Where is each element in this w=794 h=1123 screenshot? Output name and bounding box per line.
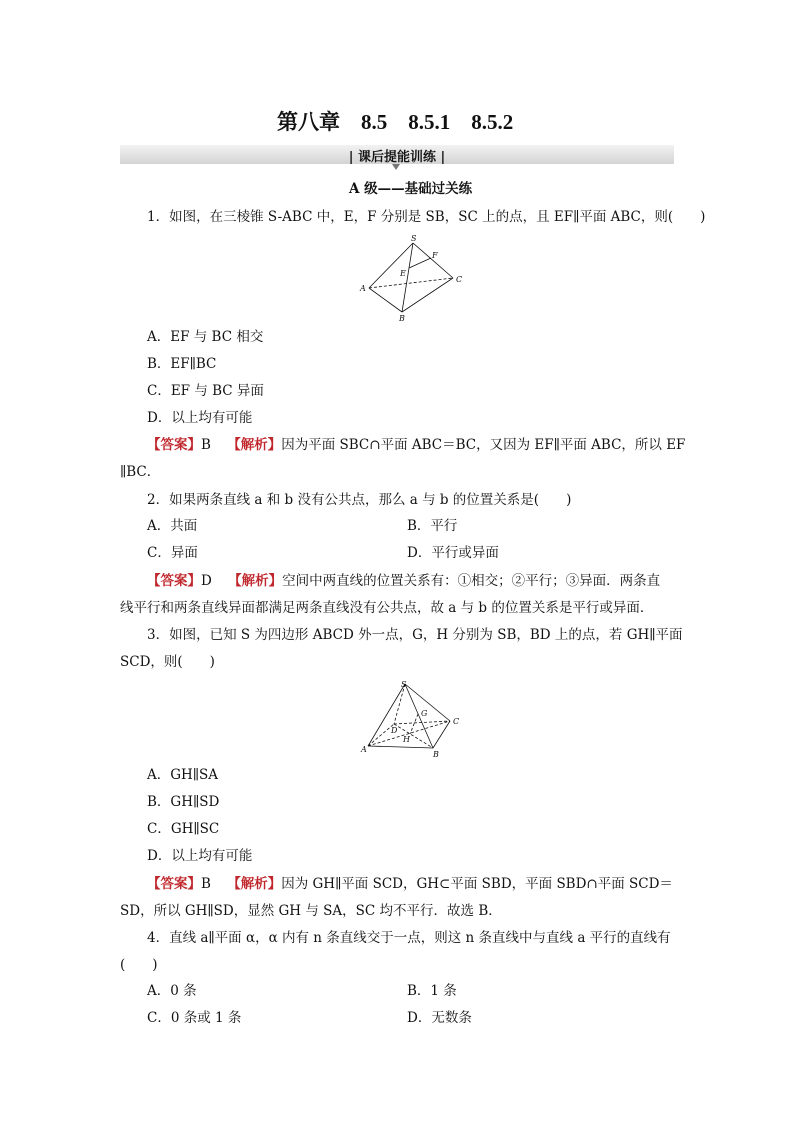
label-e: E [400,269,406,278]
edge-ab [368,746,433,748]
q1-option-a: A．EF 与 BC 相交 [147,329,264,345]
q4-option-b: B．1 条 [407,983,457,999]
label-c: C [456,275,463,284]
answer-value: D [201,573,212,589]
q3-analysis-cont: SD，所以 GH∥SD，显然 GH 与 SA，SC 均不平行．故选 B． [120,903,502,919]
edge-sc [413,243,453,278]
q2-option-c: C．异面 [147,545,198,561]
q4-stem: 4．直线 a∥平面 α，α 内有 n 条直线交于一点，则这 n 条直线中与直线 a 平行的直线有 [147,930,671,946]
q2-analysis-cont: 线平行和两条直线异面都满足两条直线没有公共点，故 a 与 b 的位置关系是平行或异面． [120,600,654,616]
q3-option-b: B．GH∥SD [147,794,220,810]
q1-answer-line [147,436,685,454]
q4-option-a: A．0 条 [147,983,197,999]
q3-option-a: A．GH∥SA [147,767,219,783]
label-s: S [401,680,407,689]
label-a: A [361,745,367,754]
q3-option-d: D．以上均有可能 [147,848,253,864]
q2-stem: 2．如果两条直线 a 和 b 没有公共点，那么 a 与 b 的位置关系是( ) [147,492,572,508]
edge-sc [405,684,450,721]
banner-pointer-icon [392,164,400,170]
answer-tag: 【答案】 [147,437,201,453]
label-s: S [411,234,417,243]
q4-option-d: D．无数条 [407,1010,472,1026]
answer-value: B [201,437,211,453]
q1-option-c: C．EF 与 BC 异面 [147,383,264,399]
section-banner [120,145,674,164]
q2-option-d: D．平行或异面 [407,545,499,561]
analysis-text: 空间中两直线的位置关系有：①相交；②平行；③异面．两条直 [282,573,661,589]
edge-ab [369,288,402,312]
banner-label: | 课后提能训练 | [348,150,446,165]
edge-sa [369,243,413,288]
q3-answer-line [147,875,673,893]
q3-stem-cont: SCD，则( ) [120,654,215,670]
label-h: H [403,735,410,744]
label-a: A [360,284,366,293]
q2-answer-line [147,572,660,590]
answer-value: B [201,876,211,892]
analysis-tag: 【解析】 [227,876,282,892]
label-f: F [432,251,438,260]
q2-option-b: B．平行 [407,518,458,534]
q3-stem: 3．如图，已知 S 为四边形 ABCD 外一点，G，H 分别为 SB，BD 上的点，若 GH∥平面 [147,627,683,643]
label-b: B [433,750,439,759]
answer-tag: 【答案】 [147,876,201,892]
q1-option-b: B．EF∥BC [147,356,217,372]
q3-option-c: C．GH∥SC [147,821,220,837]
q3-figure [358,676,468,760]
answer-tag: 【答案】 [147,573,201,589]
label-g: G [421,709,428,718]
q4-stem-cont: ( ) [120,957,158,973]
q1-option-d: D．以上均有可能 [147,410,253,426]
edge-sd-hidden [394,684,405,724]
q2-option-a: A．共面 [147,518,198,534]
page-title: 第八章 8.5 8.5.1 8.5.2 [277,110,514,134]
level-heading: A 级——基础过关练 [349,181,473,197]
label-b: B [399,314,405,322]
q1-analysis-cont: ∥BC． [120,464,161,480]
label-c: C [453,717,460,726]
q4-option-c: C．0 条或 1 条 [147,1010,242,1026]
q1-figure [352,232,470,322]
analysis-text: 因为 GH∥平面 SCD，GH⊂平面 SBD，平面 SBD∩平面 SCD＝ [281,876,673,892]
analysis-tag: 【解析】 [227,437,282,453]
analysis-text: 因为平面 SBC∩平面 ABC＝BC，又因为 EF∥平面 ABC，所以 EF [281,437,686,453]
q1-stem: 1．如图，在三棱锥 S-ABC 中，E，F 分别是 SB，SC 上的点，且 EF∥平面 ABC，则( ) [147,209,706,225]
label-d: D [391,726,398,735]
analysis-tag: 【解析】 [228,573,283,589]
segment-ef [409,258,431,268]
